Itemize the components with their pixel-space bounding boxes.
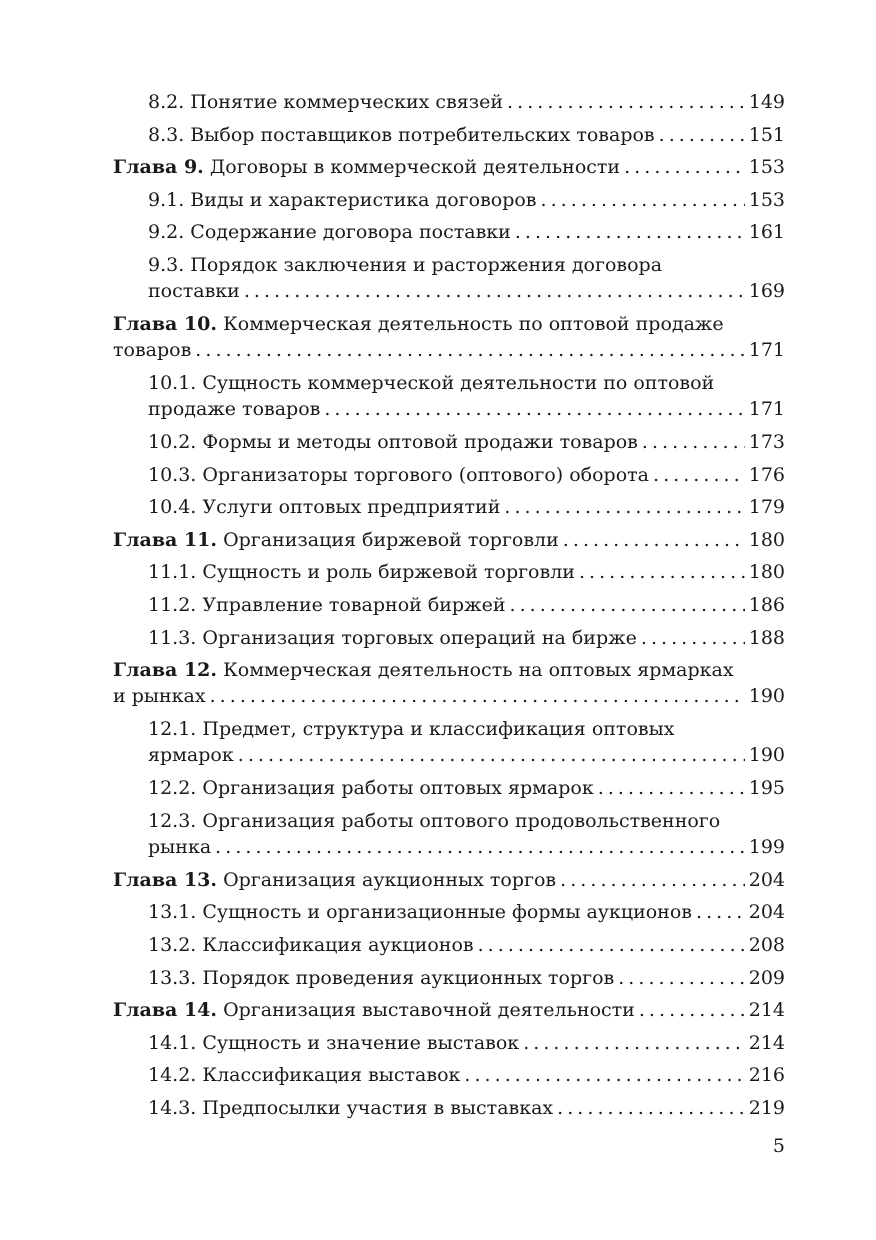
chapter-label: Глава 13. (113, 868, 218, 891)
dot-leader (515, 219, 745, 245)
toc-page-number: 151 (748, 123, 785, 146)
toc-page-number: 190 (748, 685, 785, 708)
toc-line (148, 775, 785, 801)
toc-section-entry (113, 429, 785, 462)
toc-line (148, 808, 785, 834)
toc-page-number: 195 (748, 777, 785, 800)
chapter-label: Глава 9. (113, 156, 204, 179)
toc-page-number: 171 (748, 397, 785, 420)
toc-title-text: 11.3. Организация торговых операций на бирже (148, 626, 637, 649)
dot-leader (696, 899, 745, 925)
toc-section-entry (113, 1030, 785, 1063)
dot-leader (624, 154, 745, 180)
toc-title-text: рынка (148, 835, 212, 858)
toc-title-text: 12.3. Организация работы оптового продовольственного (148, 809, 721, 832)
dot-leader (618, 965, 745, 991)
dot-leader (195, 337, 744, 363)
toc-line (113, 683, 785, 709)
toc-line (113, 527, 785, 553)
toc-section-entry (113, 494, 785, 527)
toc-page-number: 180 (748, 561, 785, 584)
toc-line (148, 559, 785, 585)
toc-page-number: 179 (748, 496, 785, 519)
toc-title-text: Организация выставочной деятельности (223, 999, 635, 1022)
toc-line (148, 742, 785, 768)
toc-page-number: 204 (748, 868, 785, 891)
dot-leader (541, 187, 745, 213)
toc-title-text: 8.3. Выбор поставщиков потребительских товаров (148, 123, 655, 146)
toc-section-entry (113, 899, 785, 932)
toc-chapter-entry (113, 527, 785, 560)
dot-leader (523, 1030, 745, 1056)
toc-line (148, 932, 785, 958)
dot-leader (244, 278, 745, 304)
toc-section-entry (113, 219, 785, 252)
toc-chapter-entry (113, 867, 785, 900)
dot-leader (238, 742, 745, 768)
toc-title-text: продаже товаров (148, 397, 321, 420)
toc-title-text: 12.2. Организация работы оптовых ярмарок (148, 777, 594, 800)
toc-section-entry (113, 122, 785, 155)
toc-line (148, 278, 785, 304)
toc-line (148, 899, 785, 925)
toc-page-number: 214 (748, 999, 785, 1022)
dot-leader (579, 559, 745, 585)
toc-section-entry (113, 462, 785, 495)
toc-page-number: 204 (748, 901, 785, 924)
dot-leader (653, 462, 745, 488)
dot-leader (210, 683, 745, 709)
toc-page-number: 153 (748, 156, 785, 179)
chapter-label: Глава 12. (113, 659, 218, 682)
toc-line (113, 997, 785, 1023)
dot-leader (563, 527, 745, 553)
toc-line (148, 462, 785, 488)
dot-leader (478, 932, 745, 958)
toc-line (113, 867, 785, 893)
toc-line (148, 396, 785, 422)
toc-section-entry (113, 1095, 785, 1128)
toc-section-entry (113, 559, 785, 592)
toc-page-number: 186 (748, 593, 785, 616)
toc-section-entry (113, 370, 785, 429)
toc-line (148, 219, 785, 245)
toc-title-text: Организация биржевой торговли (223, 528, 559, 551)
toc-line (148, 834, 785, 860)
dot-leader (509, 592, 744, 618)
toc-page-number: 149 (748, 91, 785, 113)
toc-section-entry (113, 592, 785, 625)
toc-page-number: 180 (748, 528, 785, 551)
dot-leader (464, 1062, 744, 1088)
toc-title-text: 10.3. Организаторы торгового (оптового) оборота (148, 463, 649, 486)
toc-page-number: 169 (748, 279, 785, 302)
toc-title-text: 14.1. Сущность и значение выставок (148, 1031, 520, 1054)
toc-title-text: 9.2. Содержание договора поставки (148, 221, 511, 244)
toc-line (113, 337, 785, 363)
toc-section-entry (113, 932, 785, 965)
toc-line (148, 370, 785, 396)
toc-line (148, 1030, 785, 1056)
toc-line (148, 187, 785, 213)
dot-leader (659, 122, 745, 148)
dot-leader (324, 396, 744, 422)
toc-chapter-entry (113, 997, 785, 1030)
chapter-label: Глава 14. (113, 999, 218, 1022)
toc-line (113, 154, 785, 180)
toc-title-text: 14.3. Предпосылки участия в выставках (148, 1096, 554, 1119)
toc-section-entry (113, 1062, 785, 1095)
toc-title-text: 11.1. Сущность и роль биржевой торговли (148, 561, 575, 584)
toc-section-entry (113, 252, 785, 311)
toc-title-text: 11.2. Управление товарной биржей (148, 593, 506, 616)
toc-title-text: 13.3. Порядок проведения аукционных торгов (148, 966, 615, 989)
dot-leader (560, 867, 745, 893)
toc-title-text: Договоры в коммерческой деятельности (209, 156, 621, 179)
dot-leader (642, 429, 745, 455)
toc-page-number: 209 (748, 966, 785, 989)
toc-title-text: Коммерческая деятельность на оптовых ярмарках (223, 659, 734, 682)
toc-title-text: 10.2. Формы и методы оптовой продажи товаров (148, 430, 638, 453)
toc-title-text: 13.2. Классификация аукционов (148, 933, 474, 956)
toc-page-number: 208 (748, 933, 785, 956)
toc-line (148, 625, 785, 651)
toc-line (148, 1062, 785, 1088)
dot-leader (215, 834, 745, 860)
toc-line (148, 122, 785, 148)
toc-title-text: 14.2. Классификация выставок (148, 1064, 461, 1087)
toc-title-text: 12.1. Предмет, структура и классификация оптовых (148, 718, 675, 741)
toc-line (148, 494, 785, 520)
toc-title-text: 9.1. Виды и характеристика договоров (148, 188, 537, 211)
toc-line (148, 716, 785, 742)
toc-page-number: 173 (748, 430, 785, 453)
toc-line (148, 1095, 785, 1121)
dot-leader (557, 1095, 745, 1121)
toc-chapter-entry (113, 154, 785, 187)
chapter-label: Глава 10. (113, 312, 218, 335)
toc-chapter-entry (113, 657, 785, 716)
toc-section-entry (113, 716, 785, 775)
toc-title-text: Коммерческая деятельность по оптовой продаже (223, 312, 724, 335)
chapter-label: Глава 11. (113, 528, 218, 551)
toc-title-text: поставки (148, 279, 240, 302)
toc-line (113, 311, 785, 337)
toc-page-number: 219 (748, 1096, 785, 1119)
toc-page-number: 161 (748, 221, 785, 244)
toc-section-entry (113, 775, 785, 808)
toc-page-number: 176 (748, 463, 785, 486)
toc-page-number: 188 (748, 626, 785, 649)
toc-page-number: 199 (748, 835, 785, 858)
toc-section-entry (113, 808, 785, 867)
toc-line (148, 965, 785, 991)
toc-page-number: 190 (748, 744, 785, 767)
dot-leader (507, 89, 745, 115)
toc-page-number: 216 (748, 1064, 785, 1087)
toc-line (148, 429, 785, 455)
dot-leader (504, 494, 744, 520)
toc-title-text: ярмарок (148, 744, 234, 767)
toc-line (148, 592, 785, 618)
toc-title-text: 10.1. Сущность коммерческой деятельности по оптовой (148, 371, 715, 394)
dot-leader (598, 775, 745, 801)
toc-section-entry (113, 89, 785, 122)
toc-title-text: 9.3. Порядок заключения и расторжения договора (148, 253, 663, 276)
dot-leader (639, 997, 745, 1023)
toc-title-text: 10.4. Услуги оптовых предприятий (148, 496, 501, 519)
toc-chapter-entry (113, 311, 785, 370)
toc-title-text: и рынках (113, 685, 206, 708)
toc-line (148, 89, 785, 115)
toc-line (113, 657, 785, 683)
toc-section-entry (113, 187, 785, 220)
toc-line (148, 252, 785, 278)
page-number: 5 (772, 1135, 785, 1157)
toc-section-entry (113, 965, 785, 998)
toc-title-text: товаров (113, 338, 192, 361)
toc-title-text: Организация аукционных торгов (223, 868, 557, 891)
toc-page-number: 171 (748, 338, 785, 361)
toc-page-number: 153 (748, 188, 785, 211)
toc-page-number: 214 (748, 1031, 785, 1054)
toc-title-text: 13.1. Сущность и организационные формы аукционов (148, 901, 692, 924)
table-of-contents (113, 89, 785, 1127)
dot-leader (641, 625, 745, 651)
toc-section-entry (113, 625, 785, 658)
toc-title-text: 8.2. Понятие коммерческих связей (148, 91, 504, 113)
